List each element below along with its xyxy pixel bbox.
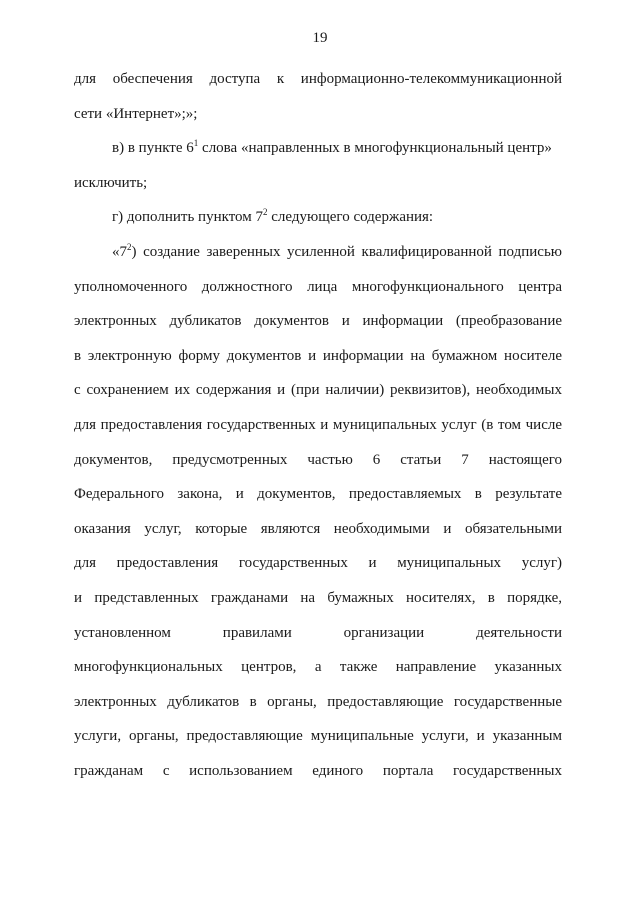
text-line: с сохранением их содержания и (при наличии) реквизитов), необходимых (74, 382, 562, 399)
document-body (74, 62, 562, 788)
text-line: и представленных гражданами на бумажных носителях, в порядке, (74, 589, 562, 606)
text-fragment: в) в пункте 6 (112, 140, 194, 157)
text-line: услуги, органы, предоставляющие муниципальные услуги, и указанным (74, 728, 562, 745)
text-line: Федерального закона, и документов, предоставляемых в результате (74, 486, 562, 503)
text-fragment: ) создание заверенных усиленной квалифицированной подписью (131, 243, 562, 260)
superscript: 2 (263, 207, 268, 218)
text-fragment: г) дополнить пунктом 7 (112, 209, 264, 226)
text-line: для обеспечения доступа к информационно-телекоммуникационной (74, 71, 562, 87)
text-line: многофункциональных центров, а также направление указанных (74, 659, 562, 676)
text-line: оказания услуг, которые являются необходимыми и обязательными (74, 520, 562, 537)
page-number: 19 (312, 30, 328, 46)
paragraph-item-g (74, 200, 562, 235)
text-line: в электронную форму документов и информации на бумажном носителе (74, 347, 562, 364)
text-fragment: «7 (112, 243, 127, 260)
text-line: уполномоченного должностного лица многофункционального центра (74, 278, 562, 295)
superscript: 2 (127, 241, 132, 252)
text-line: сети «Интернет»;»; (74, 105, 198, 122)
text-fragment: слова «направленных в многофункциональный центр» (198, 140, 552, 157)
text-line: документов, предусмотренных частью 6 статьи 7 настоящего (74, 451, 562, 468)
text-line: электронных дубликатов документов и информации (преобразование (74, 313, 562, 330)
text-line: для предоставления государственных и муниципальных услуг (в том числе (74, 416, 562, 433)
text-fragment: следующего содержания: (267, 209, 434, 226)
superscript: 1 (193, 138, 199, 149)
text-line: установленном правилами организации деятельности (74, 624, 562, 641)
text-line: гражданам с использованием единого портала государственных (74, 762, 562, 779)
paragraph-item-v (74, 131, 562, 166)
text-line: для предоставления государственных и муниципальных услуг) (74, 555, 562, 572)
text-line: исключить; (74, 174, 148, 191)
text-line: электронных дубликатов в органы, предоставляющие государственные (74, 693, 562, 710)
quoted-paragraph-start (74, 235, 562, 270)
